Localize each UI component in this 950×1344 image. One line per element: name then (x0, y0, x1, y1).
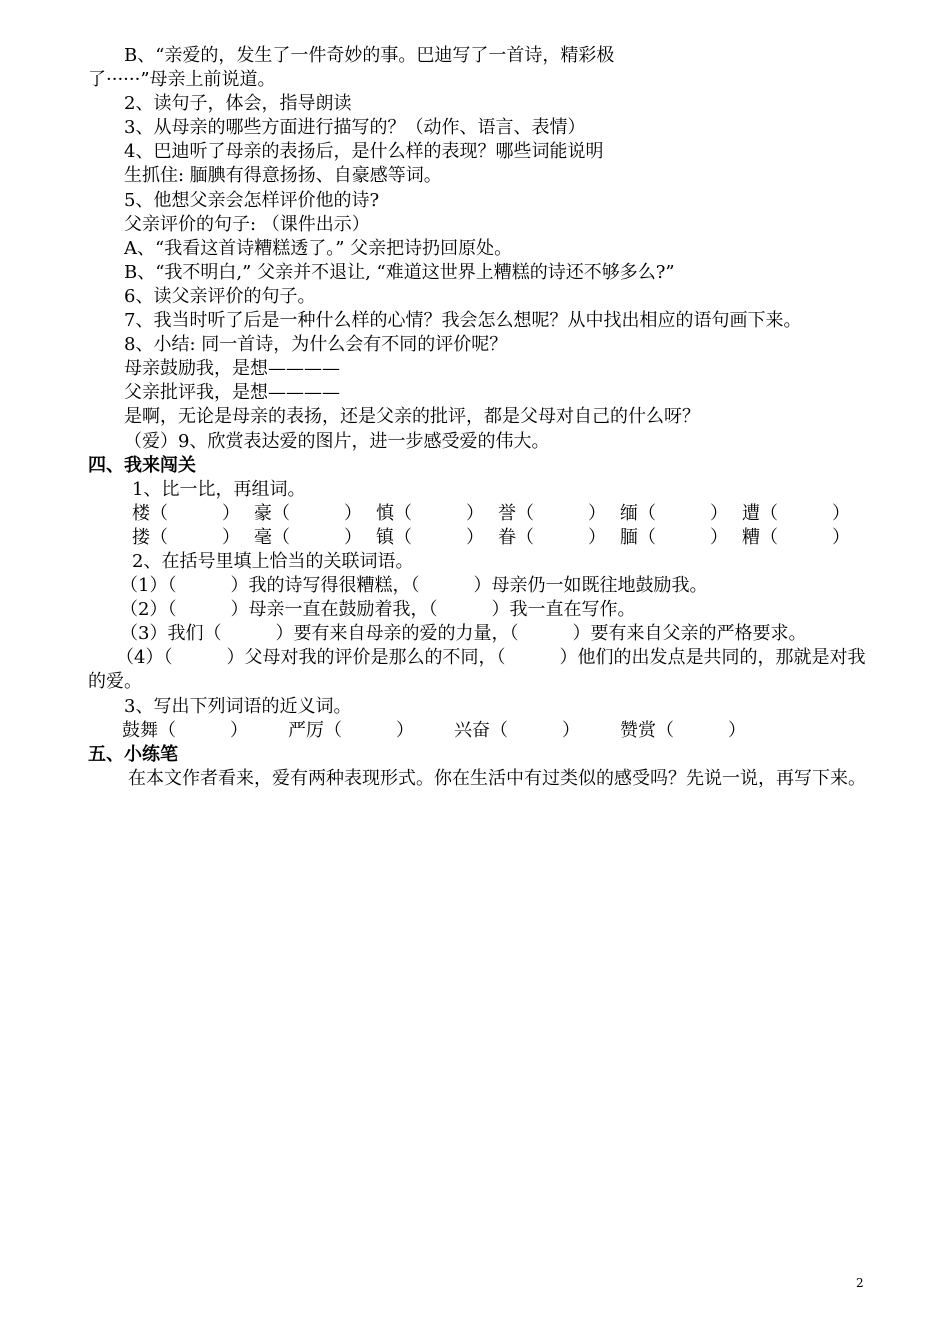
text-line: A、“我看这首诗糟糕透了。” 父亲把诗扔回原处。 (124, 237, 513, 259)
text-paragraph: 7、我当时听了后是一种什么样的心情？我会怎么想呢？从中找出相应的语句画下来。 (124, 310, 802, 332)
writing-prompt: 在本文作者看来，爱有两种表现形式。你在生活中有过类似的感受吗？先说一说，再写下来。 (128, 767, 866, 789)
text-line: 是啊，无论是母亲的表扬，还是父亲的批评，都是父母对自己的什么呀？ (124, 406, 700, 428)
fill-sentence-4: （4）（ ）父母对我的评价是那么的不同，（ ）他们的出发点是共同的，那就是对我的爱。 (88, 647, 866, 693)
text-line: 8、小结: 同一首诗，为什么会有不同的评价呢？ (124, 334, 508, 356)
word-cell: 毫（ ） (254, 526, 362, 548)
question-1: 1、比一比，再组词。 (132, 478, 306, 500)
text-line: 6、读父亲评价的句子。 (124, 285, 316, 307)
fill-sentence-2: （2）（ ）母亲一直在鼓励着我，（ ）我一直在写作。 (120, 599, 636, 621)
synonym-cell: 鼓舞（ ） (122, 719, 248, 741)
compare-row-2 (88, 526, 868, 550)
fill-sentence-1: （1）（ ）我的诗写得很糟糕，（ ）母亲仍一如既往地鼓励我。 (120, 575, 708, 597)
text-line: 5、他想父亲会怎样评价他的诗? (124, 189, 380, 211)
word-cell: 腼（ ） (620, 526, 728, 548)
word-cell: 搂（ ） (132, 526, 240, 548)
text-line: 2、读句子，体会，指导朗读 (124, 93, 352, 115)
word-cell: 糟（ ） (742, 526, 850, 548)
word-cell: 眷（ ） (498, 526, 606, 548)
page-number: 2 (856, 1276, 864, 1290)
text-line: 4、巴迪听了母亲的表扬后，是什么样的表现？哪些词能说明 (124, 141, 604, 163)
section-heading-5: 五、小练笔 (88, 743, 178, 765)
word-cell: 楼（ ） (132, 502, 240, 524)
text-line: B、“我不明白,” 父亲并不退让, “难道这世界上糟糕的诗还不够多么?” (124, 261, 675, 283)
word-cell: 镇（ ） (376, 526, 484, 548)
text-line: 生抓住: 腼腆有得意扬扬、自豪感等词。 (124, 165, 442, 187)
text-line: （爱）9、欣赏表达爱的图片，进一步感受爱的伟大。 (124, 430, 550, 452)
fill-sentence-3: （3）我们（ ）要有来自母亲的爱的力量，（ ）要有来自父亲的严格要求。 (120, 623, 807, 645)
synonym-cell: 兴奋（ ） (454, 719, 580, 741)
word-cell: 豪（ ） (254, 502, 362, 524)
text-line: 父亲批评我，是想———— (124, 382, 340, 404)
text-line: 父亲评价的句子: （课件出示） (124, 213, 370, 235)
section-heading-4: 四、我来闯关 (88, 454, 196, 476)
word-cell: 缅（ ） (620, 502, 728, 524)
document-page (88, 44, 868, 791)
word-cell: 遭（ ） (742, 502, 850, 524)
question-3: 3、写出下列词语的近义词。 (124, 695, 352, 717)
synonym-row (88, 719, 868, 743)
text-line: 了······”母亲上前说道。 (88, 69, 276, 91)
word-cell: 慎（ ） (376, 502, 484, 524)
text-line: 母亲鼓励我，是想———— (124, 358, 340, 380)
text-line: B、“亲爱的，发生了一件奇妙的事。巴迪写了一首诗，精彩极 (124, 45, 615, 66)
question-2: 2、在括号里填上恰当的关联词语。 (132, 550, 414, 572)
synonym-cell: 赞赏（ ） (620, 719, 746, 741)
text-line: 3、从母亲的哪些方面进行描写的？（动作、语言、表情） (124, 117, 586, 139)
word-cell: 誉（ ） (498, 502, 606, 524)
compare-row-1 (88, 502, 868, 526)
synonym-cell: 严厉（ ） (288, 719, 414, 741)
